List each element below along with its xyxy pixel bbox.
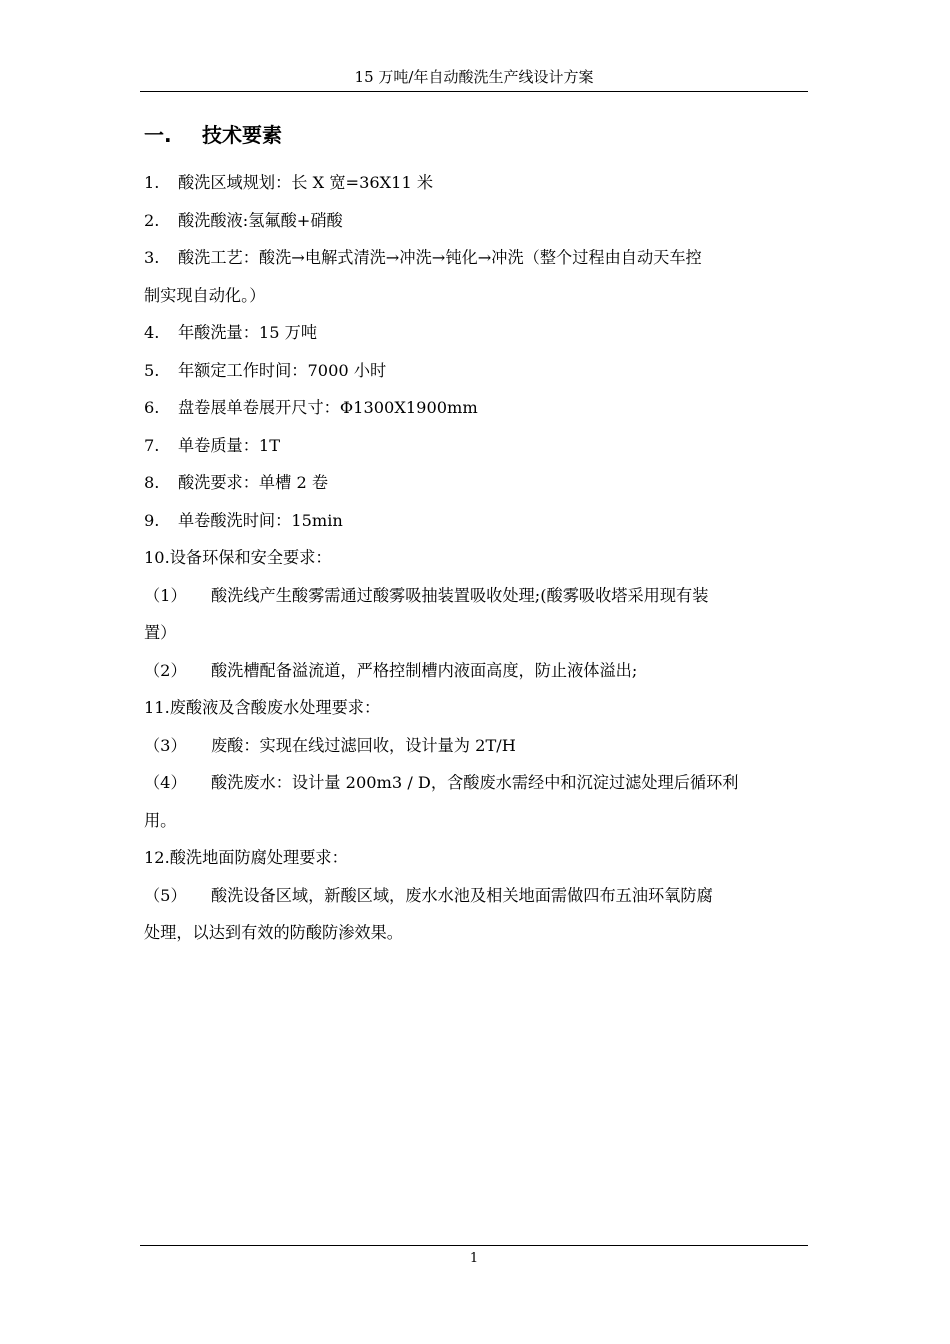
list-item xyxy=(144,689,808,727)
item-text: 酸洗废水：设计量 200m3 / D，含酸废水需经中和沉淀过滤处理后循环利 xyxy=(211,773,739,792)
item-number: （2） xyxy=(144,660,187,680)
item-number: 11. xyxy=(144,698,170,717)
item-text: 废酸液及含酸废水处理要求： xyxy=(169,698,381,717)
item-text: 设备环保和安全要求： xyxy=(169,548,332,567)
item-text: 制实现自动化。） xyxy=(144,285,266,305)
list-item xyxy=(144,764,808,802)
list-item-continuation xyxy=(144,802,808,840)
item-number: （4） xyxy=(144,773,187,792)
item-number: 3. xyxy=(144,248,160,267)
section-heading xyxy=(144,120,282,150)
item-text: 酸洗地面防腐处理要求： xyxy=(169,848,348,867)
section-title: 技术要素 xyxy=(202,123,282,147)
item-number: 1. xyxy=(144,173,160,192)
item-text: 酸洗酸液:氢氟酸+硝酸 xyxy=(178,210,343,230)
item-text: 酸洗设备区域，新酸区域，废水水池及相关地面需做四布五油环氧防腐 xyxy=(211,885,713,905)
list-item xyxy=(144,727,808,765)
item-text: 处理，以达到有效的防酸防渗效果。 xyxy=(144,923,403,942)
item-number: （3） xyxy=(144,735,187,755)
header-divider xyxy=(140,91,808,92)
item-number: （1） xyxy=(144,585,187,605)
list-item-continuation xyxy=(144,277,808,315)
item-text: 置） xyxy=(144,623,177,642)
list-item xyxy=(144,577,808,615)
item-text: 酸洗线产生酸雾需通过酸雾吸抽装置吸收处理;(酸雾吸收塔采用现有装 xyxy=(211,585,709,605)
list-item xyxy=(144,839,808,877)
item-text: 盘卷展单卷展开尺寸：Φ1300X1900mm xyxy=(178,398,478,417)
item-text: 单卷酸洗时间：15min xyxy=(178,510,343,530)
item-number: 9. xyxy=(144,510,160,530)
item-number: 7. xyxy=(144,435,160,455)
item-number: 12. xyxy=(144,848,170,867)
list-item-continuation xyxy=(144,614,808,652)
item-number: 10. xyxy=(144,548,170,567)
item-text: 单卷质量：1T xyxy=(178,435,281,455)
item-number: （5） xyxy=(144,885,187,905)
list-item xyxy=(144,502,808,540)
page-number: 1 xyxy=(469,1251,479,1266)
list-item xyxy=(144,652,808,690)
list-item xyxy=(144,314,808,352)
list-item xyxy=(144,352,808,390)
item-text: 酸洗区域规划：长 X 宽=36X11 米 xyxy=(178,173,434,192)
item-number: 6. xyxy=(144,398,160,417)
item-number: 2. xyxy=(144,210,160,230)
item-text: 废酸：实现在线过滤回收，设计量为 2T/H xyxy=(211,735,516,755)
list-item xyxy=(144,539,808,577)
item-text: 年额定工作时间：7000 小时 xyxy=(178,360,387,380)
item-number: 8. xyxy=(144,473,160,492)
list-item xyxy=(144,877,808,915)
item-text: 用。 xyxy=(144,810,177,830)
item-text: 酸洗要求：单槽 2 卷 xyxy=(178,473,329,492)
item-number: 4. xyxy=(144,323,160,342)
list-item xyxy=(144,389,808,427)
list-item xyxy=(144,239,808,277)
list-item xyxy=(144,164,808,202)
list-item-continuation xyxy=(144,914,808,952)
page-header-title: 15 万吨/年自动酸洗生产线设计方案 xyxy=(354,68,594,86)
item-number: 5. xyxy=(144,360,160,380)
list-item xyxy=(144,427,808,465)
section-number: 一. xyxy=(144,123,172,147)
item-text: 年酸洗量：15 万吨 xyxy=(178,323,318,342)
list-item xyxy=(144,202,808,240)
item-text: 酸洗槽配备溢流道，严格控制槽内液面高度，防止液体溢出; xyxy=(211,660,638,680)
item-text: 酸洗工艺：酸洗→电解式清洗→冲洗→钝化→冲洗（整个过程由自动天车控 xyxy=(178,248,702,267)
list-item xyxy=(144,464,808,502)
document-body xyxy=(144,164,808,952)
footer-divider xyxy=(140,1245,808,1246)
